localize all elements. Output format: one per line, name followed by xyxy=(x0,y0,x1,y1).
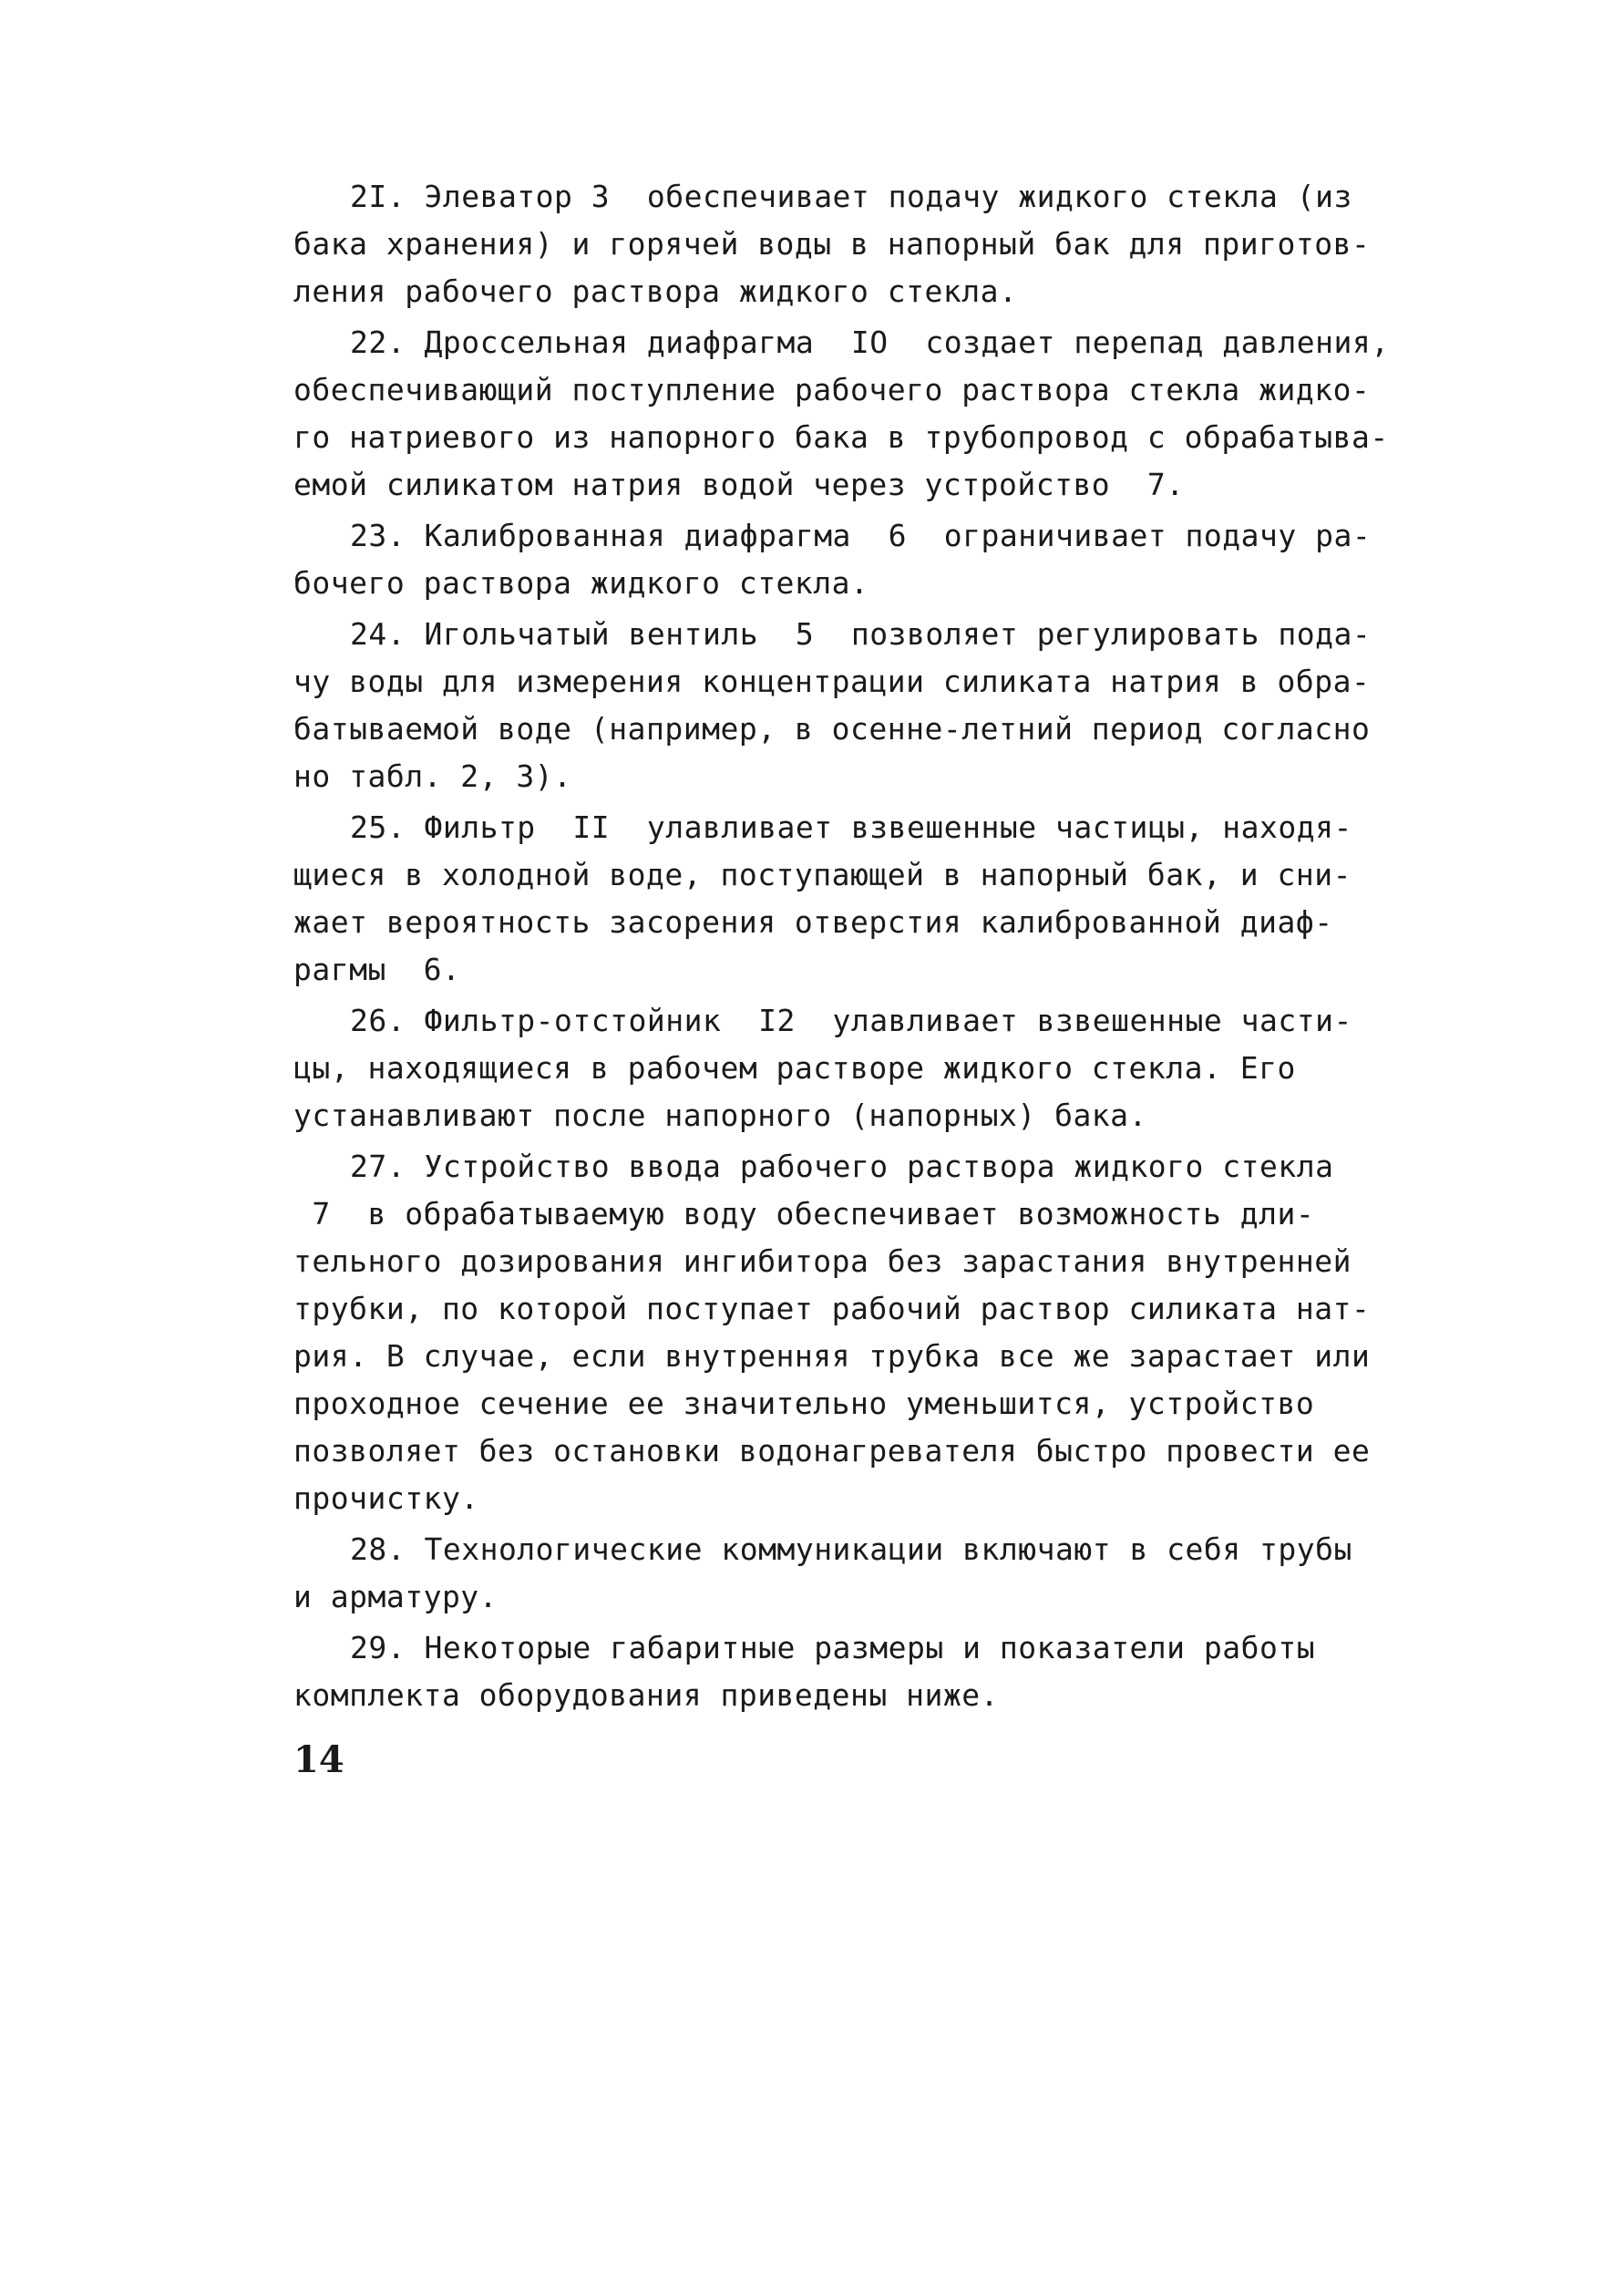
body-text xyxy=(293,173,1433,1723)
paragraph xyxy=(293,804,1433,994)
text-line: 7 в обрабатываемую воду обеспечивает возможность дли- xyxy=(293,1196,1315,1232)
text-line: рагмы 6. xyxy=(293,952,461,987)
text-line: го натриевого из напорного бака в трубопровод с обрабатыва- xyxy=(293,419,1389,455)
paragraph xyxy=(293,512,1433,607)
text-line: 27. Устройство ввода рабочего раствора жидкого стекла xyxy=(350,1149,1334,1184)
text-line: 26. Фильтр-отстойник I2 улавливает взвешенные части- xyxy=(350,1003,1352,1038)
text-line: но табл. 2, 3). xyxy=(293,758,572,794)
paragraph xyxy=(293,1143,1433,1522)
page-number: 14 xyxy=(293,1738,344,1781)
text-line: обеспечивающий поступление рабочего раствора стекла жидко- xyxy=(293,372,1371,407)
text-line: трубки, по которой поступает рабочий раствор силиката нат- xyxy=(293,1291,1371,1326)
text-line: тельного дозирования ингибитора без зарастания внутренней xyxy=(293,1243,1352,1279)
text-line: и арматуру. xyxy=(293,1579,499,1614)
text-line: бочего раствора жидкого стекла. xyxy=(293,565,869,601)
text-line: 2I. Элеватор 3 обеспечивает подачу жидкого стекла (из xyxy=(350,179,1352,214)
text-line: 22. Дроссельная диафрагма IO создает перепад давления, xyxy=(350,325,1390,360)
paragraph xyxy=(293,611,1433,800)
text-line: 28. Технологические коммуникации включают в себя трубы xyxy=(350,1531,1352,1567)
paragraph xyxy=(293,1526,1433,1621)
text-line: батываемой воде (например, в осенне-летний период согласно xyxy=(293,711,1371,747)
paragraph xyxy=(293,319,1433,509)
text-line: емой силикатом натрия водой через устройство 7. xyxy=(293,467,1185,502)
text-line: 29. Некоторые габаритные размеры и показатели работы xyxy=(350,1630,1316,1665)
text-line: позволяет без остановки водонагревателя быстро провести ее xyxy=(293,1433,1371,1469)
paragraph xyxy=(293,997,1433,1139)
text-line: комплекта оборудования приведены ниже. xyxy=(293,1677,999,1713)
text-line: проходное сечение ее значительно уменьшится, устройство xyxy=(293,1386,1315,1421)
text-line: чу воды для измерения концентрации силиката натрия в обра- xyxy=(293,664,1371,699)
text-line: ления рабочего раствора жидкого стекла. xyxy=(293,273,1018,309)
text-line: 23. Калиброванная диафрагма 6 ограничивает подачу ра- xyxy=(350,518,1372,553)
text-line: 25. Фильтр II улавливает взвешенные частицы, находя- xyxy=(350,809,1352,845)
text-line: рия. В случае, если внутренняя трубка все же зарастает или xyxy=(293,1338,1371,1374)
text-line: цы, находящиеся в рабочем растворе жидкого стекла. Его xyxy=(293,1050,1296,1086)
text-line: устанавливают после напорного (напорных) бака. xyxy=(293,1098,1147,1133)
text-line: бака хранения) и горячей воды в напорный бак для приготов- xyxy=(293,226,1371,262)
text-line: прочистку. xyxy=(293,1480,479,1516)
text-line: 24. Игольчатый вентиль 5 позволяет регулировать пода- xyxy=(350,616,1372,652)
paragraph xyxy=(293,1624,1433,1719)
paragraph xyxy=(293,173,1433,315)
text-line: щиеся в холодной воде, поступающей в напорный бак, и сни- xyxy=(293,857,1352,892)
text-line: жает вероятность засорения отверстия калиброванной диаф- xyxy=(293,904,1333,940)
